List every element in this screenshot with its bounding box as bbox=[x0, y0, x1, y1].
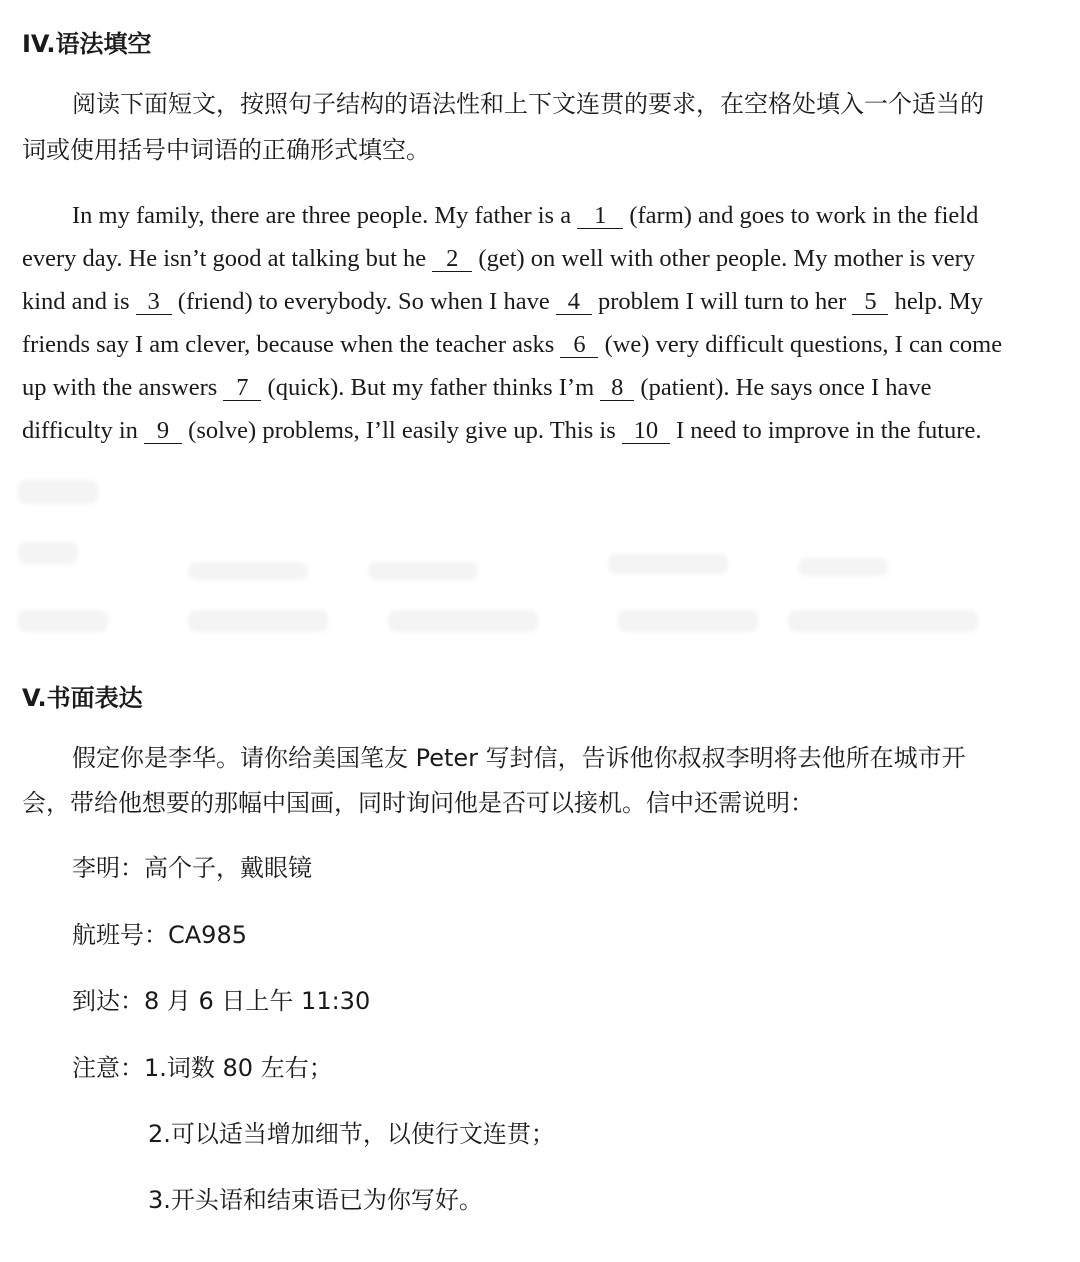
blank-3: 3 bbox=[136, 290, 172, 315]
faded-mark bbox=[18, 480, 98, 504]
faded-erased-area bbox=[18, 470, 1018, 650]
blank-10: 10 bbox=[622, 419, 670, 444]
faded-mark bbox=[788, 610, 978, 632]
blank-4: 4 bbox=[556, 290, 592, 315]
blank-7: 7 bbox=[223, 376, 261, 401]
section-4-instruction-line-1: 阅读下面短文，按照句子结构的语法性和上下文连贯的要求，在空格处填入一个适当的 bbox=[72, 90, 984, 118]
passage-text: every day. He isn’t good at talking but he bbox=[22, 245, 427, 272]
passage-text: up with the answers bbox=[22, 374, 218, 401]
passage-text: difficulty in bbox=[22, 417, 138, 444]
passage-line-1 bbox=[72, 194, 978, 237]
faded-mark bbox=[388, 610, 538, 632]
blank-5: 5 bbox=[852, 290, 888, 315]
faded-mark bbox=[368, 562, 478, 580]
passage-text: (quick). But my father thinks I’m bbox=[267, 374, 595, 401]
section-4-instruction-line-2: 词或使用括号中词语的正确形式填空。 bbox=[22, 136, 430, 164]
passage-text: friends say I am clever, because when the teacher asks bbox=[22, 331, 555, 358]
passage-text: (we) very difficult questions, I can come bbox=[604, 331, 1003, 358]
section-5-prompt-line-2: 会，带给他想要的那幅中国画，同时询问他是否可以接机。信中还需说明： bbox=[22, 789, 814, 817]
passage-text: (farm) and goes to work in the field bbox=[629, 202, 979, 229]
blank-1: 1 bbox=[577, 204, 623, 229]
faded-mark bbox=[18, 610, 108, 632]
blank-6: 6 bbox=[560, 333, 598, 358]
blank-8: 8 bbox=[600, 376, 634, 401]
passage-text: (solve) problems, I’ll easily give up. This is bbox=[188, 417, 616, 444]
note-3: 3.开头语和结束语已为你写好。 bbox=[148, 1186, 483, 1214]
faded-mark bbox=[798, 558, 888, 576]
passage-text: help. My bbox=[894, 288, 984, 315]
section-5-prompt-line-1: 假定你是李华。请你给美国笔友 Peter 写封信，告诉他你叔叔李明将去他所在城市开 bbox=[72, 744, 966, 772]
passage-text: (friend) to everybody. So when I have bbox=[177, 288, 550, 315]
faded-mark bbox=[188, 610, 328, 632]
passage-line-6 bbox=[22, 409, 981, 452]
info-arrival: 到达：8 月 6 日上午 11:30 bbox=[72, 987, 371, 1015]
info-appearance: 李明：高个子，戴眼镜 bbox=[72, 854, 312, 882]
passage-text: I need to improve in the future. bbox=[675, 417, 982, 444]
info-flight-number: 航班号：CA985 bbox=[72, 921, 247, 949]
passage-line-2 bbox=[22, 237, 975, 280]
blank-9: 9 bbox=[144, 419, 182, 444]
faded-mark bbox=[188, 562, 308, 580]
faded-mark bbox=[18, 542, 78, 564]
faded-mark bbox=[618, 610, 758, 632]
passage-text: (patient). He says once I have bbox=[640, 374, 932, 401]
passage-text: In my family, there are three people. My father is a bbox=[72, 202, 572, 229]
passage-line-3 bbox=[22, 280, 983, 323]
section-4-heading: IV.语法填空 bbox=[22, 30, 152, 58]
note-2: 2.可以适当增加细节，以使行文连贯； bbox=[148, 1120, 555, 1148]
faded-mark bbox=[608, 554, 728, 574]
note-1: 注意：1.词数 80 左右； bbox=[72, 1054, 333, 1082]
blank-2: 2 bbox=[432, 247, 472, 272]
passage-text: (get) on well with other people. My mother is very bbox=[478, 245, 976, 272]
passage-line-5 bbox=[22, 366, 932, 409]
passage-text: kind and is bbox=[22, 288, 130, 315]
section-5-heading: V.书面表达 bbox=[22, 684, 143, 712]
passage-text: problem I will turn to her bbox=[597, 288, 847, 315]
passage-line-4 bbox=[22, 323, 1002, 366]
